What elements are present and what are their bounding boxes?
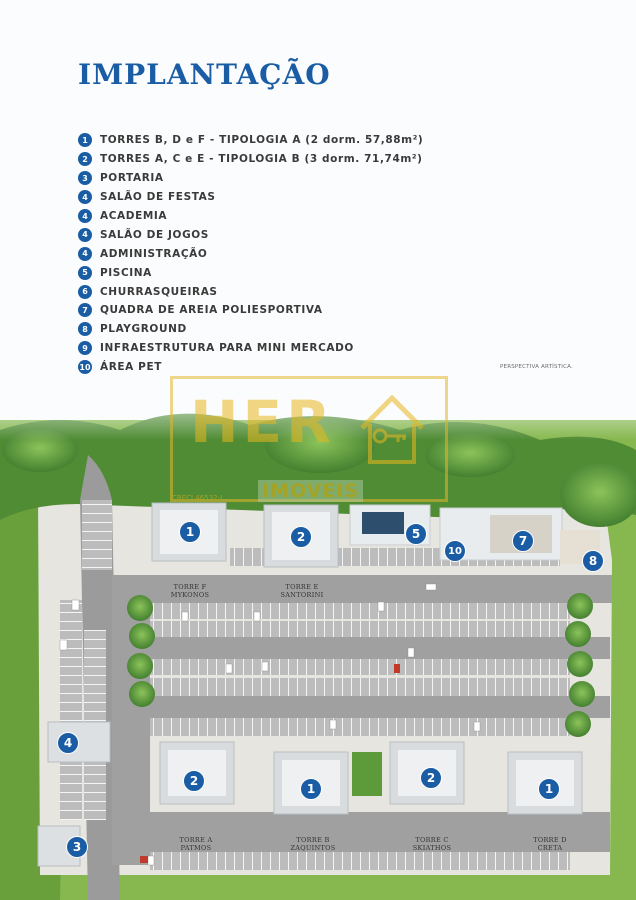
- tower-label: [161, 836, 231, 852]
- marker-clubhouse: 4: [57, 732, 79, 754]
- legend-label: PISCINA: [100, 266, 152, 279]
- legend-number-badge: 7: [78, 303, 92, 317]
- tower-label-line2: SANTORINI: [280, 591, 324, 599]
- tower-label-line2: PATMOS: [180, 844, 212, 852]
- marker-playground: 8: [582, 550, 604, 572]
- legend-item: [78, 207, 423, 226]
- marker-gatehouse: 3: [66, 836, 88, 858]
- legend-item: [78, 244, 423, 263]
- tower-label-line2: MYKONOS: [170, 591, 210, 599]
- tower-label-line1: TORRE B: [296, 836, 330, 844]
- legend-item: [78, 263, 423, 282]
- legend-item: [78, 358, 423, 377]
- legend-number-badge: 10: [78, 360, 92, 374]
- legend-number-badge: 1: [78, 133, 92, 147]
- tower-label: [515, 836, 585, 852]
- marker-sand-court: 7: [512, 530, 534, 552]
- perspective-note: PERSPECTIVA ARTÍSTICA.: [500, 364, 573, 370]
- legend-item: [78, 339, 423, 358]
- page-title: IMPLANTAÇÃO: [78, 58, 331, 91]
- tower-label-line1: TORRE F: [173, 583, 207, 591]
- legend-label: TORRES B, D e F - TIPOLOGIA A (2 dorm. 57,88m²): [100, 134, 424, 147]
- legend-item: [78, 301, 423, 320]
- pool: [362, 512, 404, 534]
- legend-label: PLAYGROUND: [100, 323, 187, 336]
- legend-label: INFRAESTRUTURA PARA MINI MERCADO: [100, 342, 354, 355]
- legend-label: CHURRASQUEIRAS: [100, 285, 218, 298]
- legend-item: [78, 150, 423, 169]
- watermark-brand: HER: [190, 388, 335, 456]
- tower-label-line1: TORRE E: [285, 583, 319, 591]
- legend-item: [78, 169, 423, 188]
- driveway-lower: [150, 696, 610, 718]
- legend-number-badge: 4: [78, 190, 92, 204]
- tower-label: [267, 583, 337, 599]
- tower-label-line1: TORRE D: [533, 836, 567, 844]
- legend-item: [78, 225, 423, 244]
- legend-label: TORRES A, C e E - TIPOLOGIA B (3 dorm. 71,74m²): [100, 153, 423, 166]
- legend-item: [78, 188, 423, 207]
- marker-pool: 5: [405, 523, 427, 545]
- marker-pet-area: 10: [444, 540, 466, 562]
- tower-label-line2: SKIATHOS: [412, 844, 452, 852]
- marker-tower-e: 2: [290, 526, 312, 548]
- watermark-subtitle: IMOVEIS: [258, 480, 363, 502]
- legend-number-badge: 5: [78, 266, 92, 280]
- legend-label: PORTARIA: [100, 172, 164, 185]
- legend-label: SALÃO DE FESTAS: [100, 191, 216, 204]
- driveway-middle: [150, 637, 610, 659]
- tower-label: [278, 836, 348, 852]
- tower-label-line2: ZAQUINTOS: [290, 844, 336, 852]
- legend-number-badge: 2: [78, 152, 92, 166]
- legend-label: QUADRA DE AREIA POLIESPORTIVA: [100, 304, 323, 317]
- legend-label: SALÃO DE JOGOS: [100, 228, 209, 241]
- tower-label-line1: TORRE C: [415, 836, 449, 844]
- legend-label: ÁREA PET: [100, 361, 162, 374]
- legend-number-badge: 3: [78, 171, 92, 185]
- legend-label: ADMINISTRAÇÃO: [100, 247, 208, 260]
- tower-label-line2: CRETA: [537, 844, 563, 852]
- legend-item: [78, 131, 423, 150]
- tower-label-line1: TORRE A: [179, 836, 213, 844]
- legend-number-badge: 6: [78, 285, 92, 299]
- marker-tower-a: 2: [183, 770, 205, 792]
- legend-label: ACADEMIA: [100, 210, 168, 222]
- legend-item: [78, 320, 423, 339]
- watermark: [170, 376, 446, 500]
- legend-number-badge: 9: [78, 341, 92, 355]
- tower-label: [397, 836, 467, 852]
- watermark-creci: CRECI 46532-J: [172, 494, 223, 502]
- legend-number-badge: 8: [78, 322, 92, 336]
- marker-tower-b: 1: [300, 778, 322, 800]
- legend-number-badge: 4: [78, 228, 92, 242]
- legend-number-badge: 4: [78, 209, 92, 223]
- marker-tower-d: 1: [538, 778, 560, 800]
- house-key-icon: [358, 390, 426, 468]
- legend: [78, 131, 423, 377]
- legend-number-badge: 4: [78, 247, 92, 261]
- garden-patch: [352, 752, 382, 796]
- marker-tower-c: 2: [420, 767, 442, 789]
- marker-tower-f: 1: [179, 521, 201, 543]
- tower-label: [155, 583, 225, 599]
- legend-item: [78, 282, 423, 301]
